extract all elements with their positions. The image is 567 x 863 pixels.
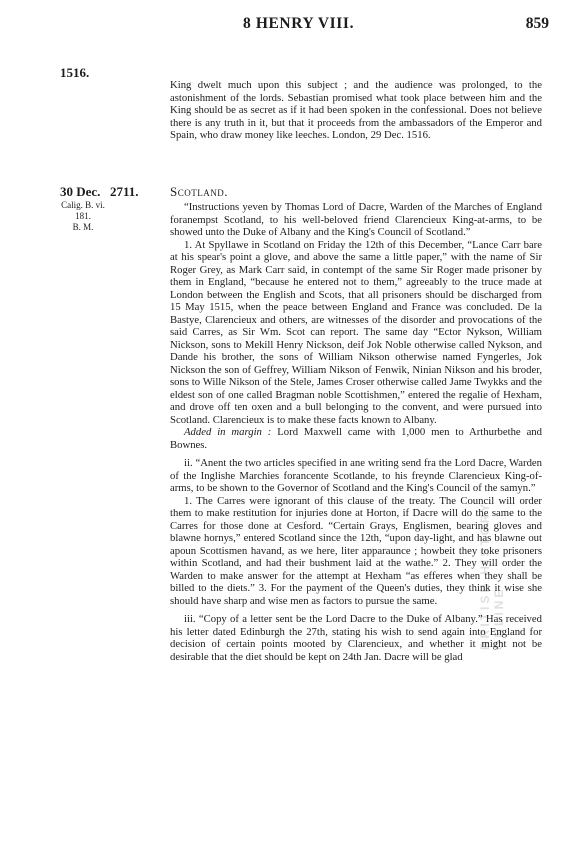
watermark [478, 480, 567, 650]
entry-paragraph-4: iii. “Copy of a letter sent be the Lord Dacre to the Duke of Albany.” Has received his letter dated Edinburgh the 27th, stating his wish to send again into England for decision of certain points mooted by Clarencieux, and whether it might not be desirable that the diet should be kept on 24th Jan. Dacre will be glad [170, 613, 542, 663]
entry-heading: Scotland. [170, 184, 228, 199]
entry-date: 30 Dec. [60, 184, 101, 199]
watermark-text: BRITISH HISTORY ONLINE [478, 501, 506, 650]
entry-paragraph-2: ii. “Anent the two articles specified in ane writing send fra the Lord Dacre, Warden of the Inglishe Marchies forancente Scotlande, to his freynde Clarencieux King-of-arms, to be shown to the Governor of Scotland and the King's Council of the samyn.” [170, 457, 542, 494]
page-header [0, 15, 567, 37]
entry-number: 2711. [110, 184, 139, 199]
entry-paragraph-1: 1. At Spyllawe in Scotland on Friday the 12th of this December, “Lance Carr bare at his spear's point a glove, and above the same a little paper,” with the name of Sir Roger Grey, as Mark Carr said, in contempt of the same Sir Roger made prisoner by them in England, “because he entered not to them,” agreeably to the truce made at London between the English and Scots, that all prisoners should be discharged from 15 May 1515, when the peace between England and France was concluded. De la Bastye, Clarencieux and others, are witnesses of the disorder and provocations of the said Carres, as Sir Wm. Scot can report. The same day “Ector Nykson, William Nickson, sons to Mekill Henry Nickson, deif Jok Noble otherwise called Nykson, and Dande his brother, the sons of William Nikson otherwise named Fyngerles, Jok Nickson the son of Geffrey, William Nikson of Fenwik, Ninian Nikson and his broder, sons to Wille Nikson of the Stele, James Croser otherwise called Jame Twykks and the eldest son of one called Bragman noble Scottishmen,” entered the regalie of Hexham, and drove off ten oxen and a bull belonging to the convent, and were pursued into Scotland. Clarencieux is to make these facts known to Albany. [170, 238, 542, 426]
source-line-2: B. M. [72, 222, 94, 232]
previous-entry-text [170, 79, 542, 142]
entry-paragraph-3: 1. The Carres were ignorant of this clause of the treaty. The Council will order them to make restitution for injuries done at Horton, if Dacre will do the same to the Carres for those done at Cesford. “Certain Grays, Englismen, bearing gloves and blawne hornys,” entered Scotland since the 12th, “upon day-light, and has blawne out apoun Scottismen havand, as we here, liter apparaunce ; howbeit they toke prisoners within Scotland, and had their bushment laid at the wathe.” 2. They will order the Warden to make answer for the attempt at Hexham “as efferes when they shall be billed to the diets.” 3. For the payment of the Queen's duties, they think it wise she should have sharp and wise men as factors to pursue the same. [170, 494, 542, 607]
entry-margin-note [170, 426, 542, 451]
entry-intro: “Instructions yeven by Thomas Lord of Dacre, Warden of the Marches of England foranempst Scotland, to his well-beloved friend Clarencieux King-at-arms, to be showed unto the Duke of Albany and the King's Council of Scotland.” [170, 201, 542, 238]
source-reference [60, 200, 106, 233]
source-line-1: Calig. B. vi. 181. [61, 200, 105, 221]
page-number: 859 [525, 15, 549, 32]
previous-entry-paragraph: King dwelt much upon this subject ; and the audience was prolonged, to the astonishment of the lords. Sebastian promised what took place between him and the King should be as secret as if it had been spoken in the confessional. Does not believe there is any truth in it, but that it proceeds from the ambassadors of the Emperor and Spain, who draw money like leeches. London, 29 Dec. 1516. [170, 79, 542, 141]
running-title: 8 HENRY VIII. [243, 15, 355, 32]
margin-note-text: Lord Maxwell came with 1,000 men to Arthurbethe and Bownes. [170, 426, 542, 451]
margin-note-label: Added in margin : [184, 426, 272, 438]
margin-year: 1516. [60, 65, 90, 80]
